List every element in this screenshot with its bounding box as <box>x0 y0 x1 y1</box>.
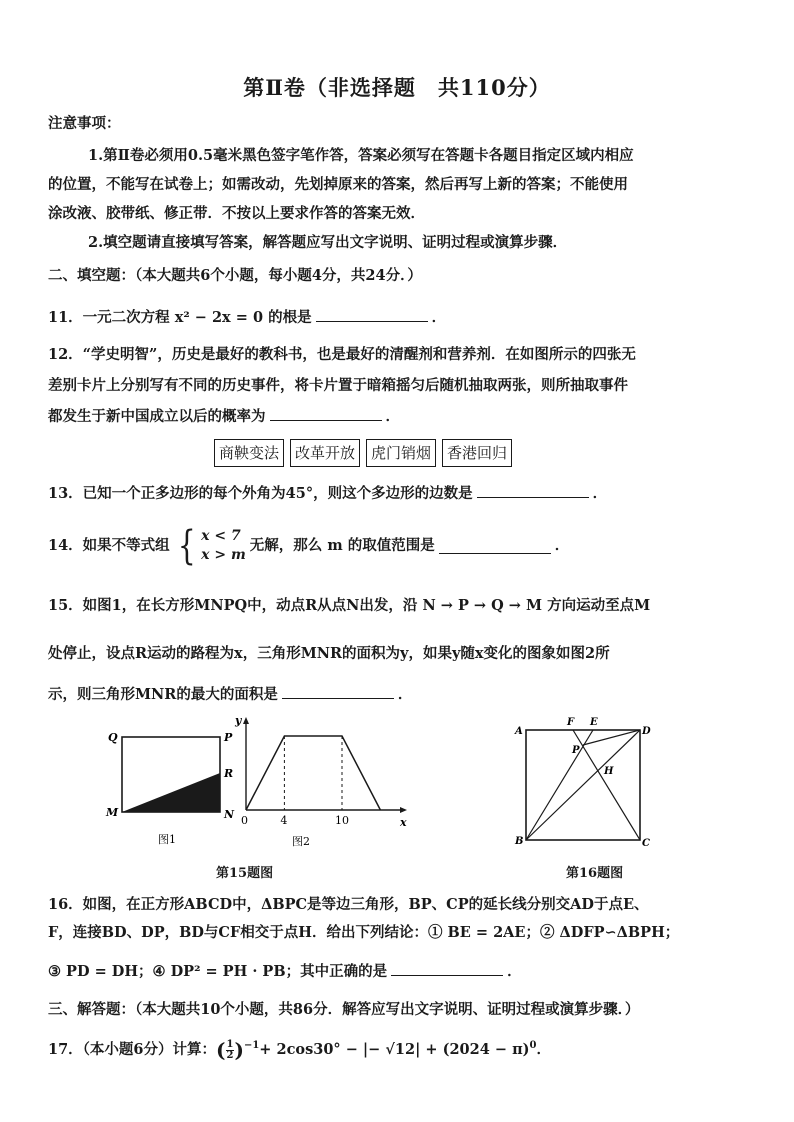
ineq-row2: x > m <box>201 547 246 563</box>
question-15-line3 <box>48 684 754 705</box>
page-title: 第Ⅱ卷（非选择题 共110分） <box>243 75 551 100</box>
fraction-one-half <box>226 1040 235 1061</box>
tick-label-4: 4 <box>280 814 288 827</box>
q16-answer-blank[interactable] <box>391 961 503 976</box>
q14-end: ． <box>554 537 570 554</box>
q12-end: ． <box>385 408 400 425</box>
brace-symbol: { <box>177 523 196 569</box>
question-11 <box>48 307 754 328</box>
question-16-line3 <box>48 961 754 982</box>
triangle-MNR <box>122 773 220 812</box>
q12-line1: 12．“学史明智”，历史是最好的教科书，也是最好的清醒剂和营养剂．在如图所示的四张无 <box>48 346 636 363</box>
frac-denominator: 2 <box>226 1049 234 1061</box>
q17-prefix: 17．（本小题6分）计算： <box>48 1041 217 1058</box>
q16-line2: F，连接BD、DP，BD与CF相交于点H．给出下列结论：① BE = 2AE；② ΔDFP∽ΔBPH； <box>48 924 680 941</box>
fig1-caption: 图1 <box>158 833 176 846</box>
section2-heading: 二、填空题：（本大题共6个小题，每小题4分，共24分．） <box>48 267 422 284</box>
figure-2-graph <box>232 712 412 852</box>
q11-text: 11．一元二次方程 x² − 2x = 0 的根是 <box>48 309 312 326</box>
label-E: E <box>590 717 598 728</box>
q11-answer-blank[interactable] <box>316 307 428 322</box>
y-axis-arrow <box>243 717 249 724</box>
notice-item1-line1: 1.第Ⅱ卷必须用0.5毫米黑色签字笔作答，答案必须写在答题卡各题目指定区域内相应 <box>88 147 634 164</box>
card-4: 香港回归 <box>442 439 512 467</box>
q17-rest: + 2cos30° − |− √12| + (2024 − π) <box>259 1041 530 1058</box>
label-N: N <box>224 808 235 821</box>
exponent-zero: 0 <box>529 1040 537 1051</box>
label-C: C <box>642 838 650 849</box>
q13-answer-blank[interactable] <box>477 483 589 498</box>
x-axis-arrow <box>400 807 407 813</box>
label-A: A <box>515 726 523 737</box>
card-3: 虎门销烟 <box>366 439 436 467</box>
q15-end: ． <box>397 686 413 703</box>
origin-label: 0 <box>241 814 248 827</box>
q13-text: 13．已知一个正多边形的每个外角为45°，则这个多边形的边数是 <box>48 485 473 502</box>
figure-16-square <box>510 712 660 857</box>
q12-answer-blank[interactable] <box>270 406 382 421</box>
q13-end: ． <box>592 485 608 502</box>
q12-line3: 都发生于新中国成立以后的概率为 <box>48 408 266 425</box>
question-17 <box>48 1036 754 1064</box>
paren-open: ( <box>216 1038 226 1062</box>
paren-close: ) <box>234 1038 244 1062</box>
q11-end: ． <box>431 309 447 326</box>
label-P: P <box>572 745 580 756</box>
q16-end: ． <box>507 963 522 980</box>
q12-line2: 差别卡片上分别写有不同的历史事件，将卡片置于暗箱摇匀后随机抽取两张，则所抽取事件 <box>48 377 628 394</box>
label-M: M <box>106 806 119 819</box>
tick-label-10: 10 <box>335 814 349 827</box>
trapezoid-graph <box>246 736 380 810</box>
fig2-caption: 图2 <box>292 835 310 848</box>
question-12-line3 <box>48 406 754 427</box>
x-label: x <box>400 816 407 829</box>
q14-answer-blank[interactable] <box>439 539 551 554</box>
notice-heading: 注意事项： <box>48 115 121 132</box>
label-Q: Q <box>108 731 118 744</box>
label-H: H <box>604 766 614 777</box>
q16-line3: ③ PD = DH；④ DP² = PH · PB；其中正确的是 <box>48 963 388 980</box>
label-F: F <box>567 717 575 728</box>
label-P: P <box>224 731 233 744</box>
frac-numerator: 1 <box>226 1038 234 1050</box>
q17-end: ． <box>536 1041 552 1058</box>
question-14 <box>48 524 754 568</box>
q15-line1: 15．如图1，在长方形MNPQ中，动点R从点N出发，沿 N → P → Q → M 方向运动至点M <box>48 597 651 614</box>
q14-suffix: 无解，那么 m 的取值范围是 <box>249 537 435 554</box>
q16-line1: 16．如图，在正方形ABCD中，ΔBPC是等边三角形，BP、CP的延长线分别交AD于点E、 <box>48 896 649 913</box>
notice-item1-line2: 的位置，不能写在试卷上；如需改动，先划掉原来的答案，然后再写上新的答案；不能使用 <box>48 176 628 193</box>
q15-line3: 示，则三角形MNR的最大的面积是 <box>48 686 278 703</box>
q15-answer-blank[interactable] <box>282 684 394 699</box>
label-R: R <box>224 767 234 780</box>
q14-prefix: 14．如果不等式组 <box>48 537 170 554</box>
notice-item2: 2.填空题请直接填写答案，解答题应写出文字说明、证明过程或演算步骤． <box>88 234 568 251</box>
history-cards <box>214 439 512 467</box>
inequality-system <box>174 523 246 569</box>
label-D: D <box>642 726 651 737</box>
card-2: 改革开放 <box>290 439 360 467</box>
figure-15-caption: 第15题图 <box>216 866 274 881</box>
notice-item1-line3: 涂改液、胶带纸、修正带．不按以上要求作答的答案无效． <box>48 205 425 222</box>
figure-16-caption: 第16题图 <box>566 866 624 881</box>
question-13 <box>48 483 754 504</box>
label-B: B <box>515 836 524 847</box>
exponent-neg1: −1 <box>243 1040 260 1051</box>
figure-1-rectangle <box>100 725 240 850</box>
section3-heading: 三、解答题：（本大题共10个小题，共86分．解答应写出文字说明、证明过程或演算步骤．） <box>48 1001 640 1018</box>
card-1: 商鞅变法 <box>214 439 284 467</box>
q15-line2: 处停止，设点R运动的路程为x，三角形MNR的面积为y，如果y随x变化的图象如图2所 <box>48 645 610 662</box>
y-label: y <box>235 714 242 727</box>
ineq-row1: x < 7 <box>201 528 241 544</box>
